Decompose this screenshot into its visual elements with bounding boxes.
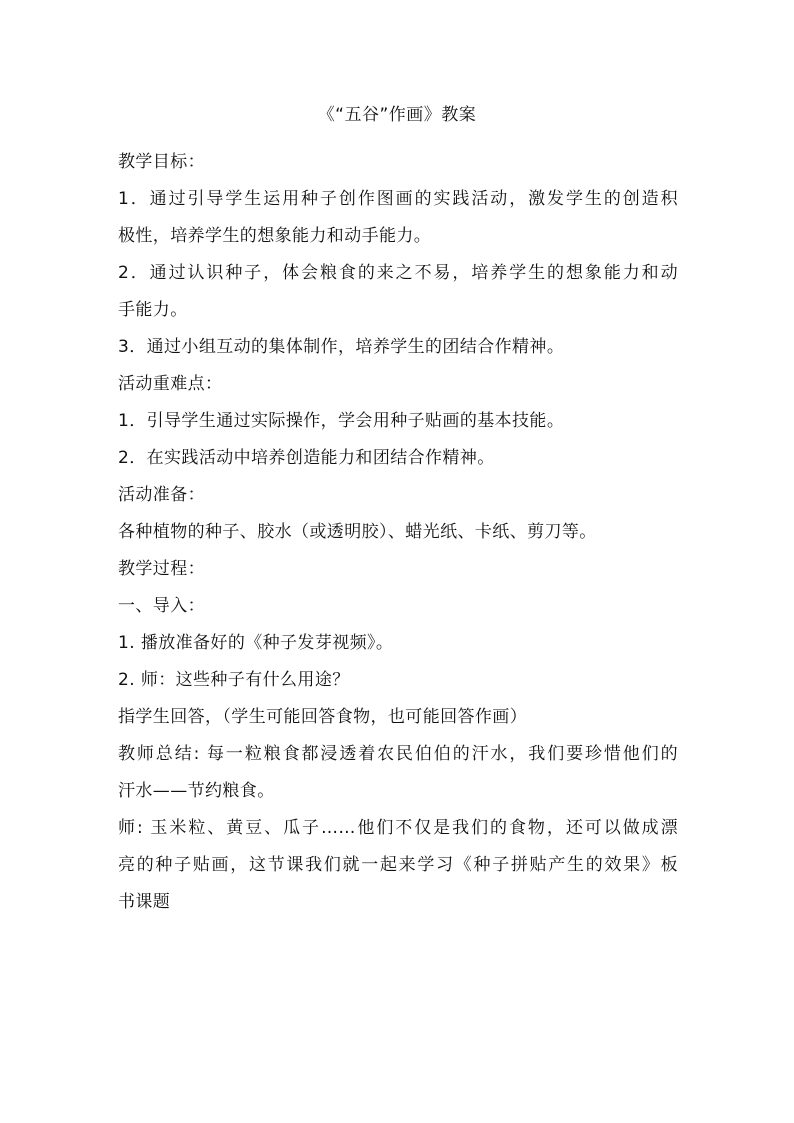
document-title: 《“五谷”作画》教案 <box>317 105 477 125</box>
paragraph-line: 2．在实践活动中培养创造能力和团结合作精神。 <box>118 448 495 468</box>
document-body <box>118 144 678 921</box>
paragraph-line: 2. 师：这些种子有什么用途？ <box>118 670 350 690</box>
paragraph-line: 手能力。 <box>118 300 188 320</box>
heading-introduction: 一、导入： <box>118 596 205 616</box>
paragraph-line: 各种植物的种子、胶水（或透明胶）、蜡光纸、卡纸、剪刀等。 <box>118 522 597 542</box>
heading-teaching-goals: 教学目标： <box>118 152 205 172</box>
paragraph-line: 1．引导学生通过实际操作，学会用种子贴画的基本技能。 <box>118 411 565 431</box>
paragraph-line: 亮的种子贴画，这节课我们就一起来学习《种子拼贴产生的效果》板 <box>118 855 678 875</box>
paragraph-line: 3．通过小组互动的集体制作，培养学生的团结合作精神。 <box>118 337 565 357</box>
paragraph-line: 1．通过引导学生运用种子创作图画的实践活动，激发学生的创造积 <box>118 189 678 209</box>
heading-process: 教学过程： <box>118 559 205 579</box>
paragraph-line: 师: 玉米粒、黄豆、瓜子……他们不仅是我们的食物，还可以做成漂 <box>118 818 678 838</box>
paragraph-line: 指学生回答，（学生可能回答食物，也可能回答作画） <box>118 707 528 727</box>
paragraph-line: 2．通过认识种子，体会粮食的来之不易，培养学生的想象能力和动 <box>118 263 678 283</box>
heading-preparation: 活动准备： <box>118 485 205 505</box>
paragraph-line: 汗水——节约粮食。 <box>118 781 275 801</box>
paragraph-line: 教师总结: 每一粒粮食都浸透着农民伯伯的汗水，我们要珍惜他们的 <box>118 744 678 764</box>
paragraph-line: 极性，培养学生的想象能力和动手能力。 <box>118 226 432 246</box>
heading-key-points: 活动重难点： <box>118 374 223 394</box>
paragraph-line: 1. 播放准备好的《种子发芽视频》。 <box>118 633 394 653</box>
paragraph-line: 书课题 <box>118 892 171 912</box>
